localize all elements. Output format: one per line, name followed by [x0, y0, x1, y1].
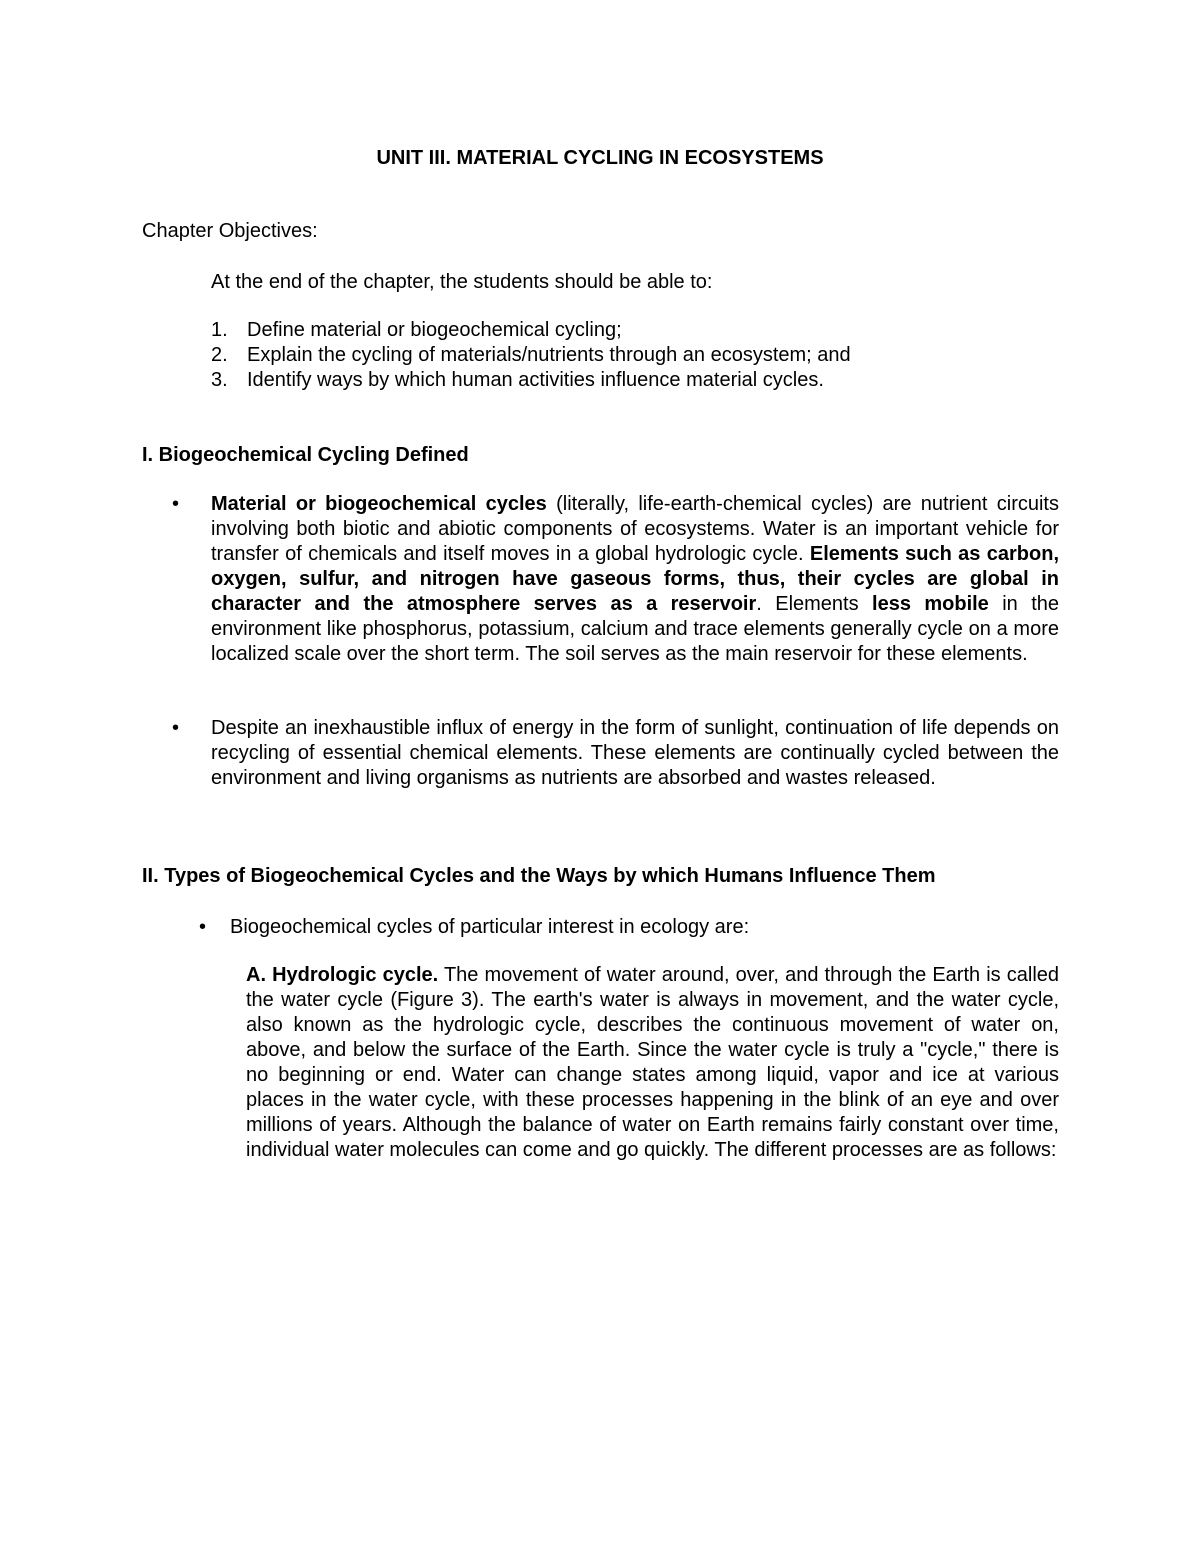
- objective-number: 3.: [211, 369, 228, 391]
- page-title: UNIT III. MATERIAL CYCLING IN ECOSYSTEMS: [376, 147, 824, 169]
- objectives-intro: At the end of the chapter, the students should be able to:: [211, 271, 713, 293]
- section-heading-1: I. Biogeochemical Cycling Defined: [142, 444, 469, 466]
- hydrologic-cycle-paragraph: A. Hydrologic cycle. The movement of water around, over, and through the Earth is called the water cycle (Figure 3). The earth's water is always in movement, and the water cycle, also known as the hydrologic cycle, describes the continuous movement of water on, above, and below the surface of the Earth. Since the water cycle is truly a "cycle," there is no beginning or end. Water can change states among liquid, vapor and ice at various places in the water cycle, with these processes happening in the blink of an eye and over millions of years. Although the balance of water on Earth remains fairly constant over time, individual water molecules can come and go quickly. The different processes are as follows:: [246, 964, 1060, 1161]
- section2-bullet1-text: Biogeochemical cycles of particular interest in ecology are:: [230, 916, 750, 938]
- bold-term: Material or biogeochemical cycles: [211, 493, 547, 515]
- section-heading-2: II. Types of Biogeochemical Cycles and the Ways by which Humans Influence Them: [142, 865, 936, 887]
- bold-statement: Elements such as carbon, oxygen, sulfur, and nitrogen have gaseous forms, thus, their cycles are global in character and the atmosphere serves as a reservoir: [211, 543, 1059, 615]
- bullet-icon: •: [172, 493, 180, 515]
- bold-term: less mobile: [872, 593, 989, 615]
- objective-text: Identify ways by which human activities influence material cycles.: [247, 369, 824, 391]
- bullet-icon: •: [172, 717, 180, 739]
- objective-text: Define material or biogeochemical cycling;: [247, 319, 622, 341]
- bold-term: A. Hydrologic cycle.: [246, 964, 439, 986]
- objective-number: 2.: [211, 344, 228, 366]
- objective-text: Explain the cycling of materials/nutrients through an ecosystem; and: [247, 344, 851, 366]
- section1-bullet1-paragraph: Material or biogeochemical cycles (literally, life-earth-chemical cycles) are nutrient circuits involving both biotic and abiotic components of ecosystems. Water is an important vehicle for transfer of chemicals and itself moves in a global hydrologic cycle. Elements such as carbon, oxygen, sulfur, and nitrogen have gaseous forms, thus, their cycles are global in character and the atmosphere serves as a reservoir. Elements less mobile in the environment like phosphorus, potassium, calcium and trace elements generally cycle on a more localized scale over the short term. The soil serves as the main reservoir for these elements.: [211, 493, 1060, 665]
- section1-bullet2-paragraph: Despite an inexhaustible influx of energy in the form of sunlight, continuation of life depends on recycling of essential chemical elements. These elements are continually cycled between the environment and living organisms as nutrients are absorbed and wastes released.: [211, 717, 1059, 789]
- bullet-icon: •: [199, 916, 207, 938]
- objective-number: 1.: [211, 319, 228, 341]
- objectives-label: Chapter Objectives:: [142, 220, 318, 242]
